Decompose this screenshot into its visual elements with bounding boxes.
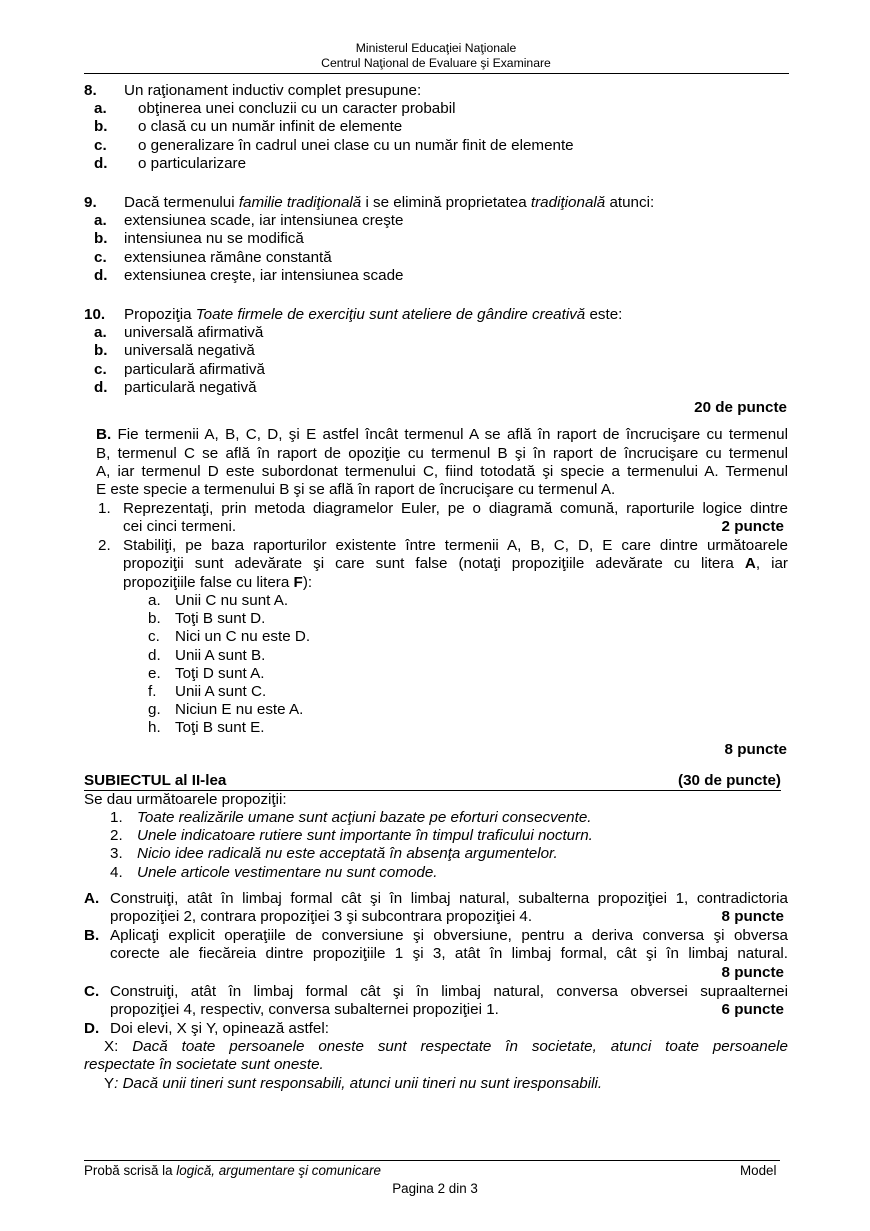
stem-term: familie tradiţională [238,194,362,211]
option-letter: c. [94,248,107,266]
opinion-text: : Dacă unii tineri sunt responsabili, atunci unii tineri nu sunt iresponsabili. [114,1075,603,1092]
item-label: C. [84,983,100,1000]
header-center: Centrul Naţional de Evaluare şi Examinare [321,56,551,70]
option-a [84,324,788,342]
statement-letter: g. [148,701,161,719]
student-x-opinion-cont: respectate în societate sunt oneste. [84,1056,324,1073]
student-label: Y [104,1075,115,1092]
question-stem [124,194,654,212]
statement-letter: c. [148,628,160,646]
item-label: A. [84,890,100,907]
points-badge: 6 puncte [721,1001,784,1018]
statement-text: Toţi B sunt E. [175,719,265,737]
task-2-line: Stabiliţi, pe baza raporturilor existente între termenii A, B, C, D, E care dintre următoarele [123,537,788,554]
option-letter: a. [94,212,107,230]
option-letter: b. [94,230,108,248]
option-letter: b. [94,342,108,360]
stem-proposition: Toate firmele de exerciţiu sunt ateliere de gândire creativă [195,306,586,323]
option-c [84,361,788,379]
statement-f [148,683,548,701]
task-number: 2. [98,537,111,554]
option-a [84,212,788,230]
subject-points: (30 de puncte) [678,772,781,789]
option-letter: b. [94,118,108,136]
option-letter: a. [94,324,107,342]
statement-text: Nici un C nu este D. [175,628,311,646]
option-text: intensiunea nu se modifică [124,230,304,248]
proposition-list [110,809,710,882]
statement-c [148,628,548,646]
footer-subject: logică, argumentare şi comunicare [176,1163,381,1178]
option-c [84,249,788,267]
stem-part: Dacă termenului [124,194,239,211]
item-label: B. [84,927,100,944]
item-a-line: Construiţi, atât în limbaj formal cât şi în limbaj natural, subalterna propoziţiei 1, contradictoria [110,890,788,907]
points-badge: 20 de puncte [694,399,787,416]
option-letter: c. [94,136,107,154]
part-b-intro-line: E este specie a termenului B şi se află în raport de încrucişare cu termenul A. [96,481,616,498]
proposition-text: Unele articole vestimentare nu sunt comode. [137,863,438,881]
item-d-intro: Doi elevi, X şi Y, opinează astfel: [110,1020,329,1037]
proposition-number: 4. [110,863,123,881]
statement-list [148,592,548,738]
proposition-2 [110,827,710,845]
question-10 [84,306,788,397]
option-text: universală afirmativă [124,324,264,342]
option-letter: d. [94,154,108,172]
statement-d [148,647,548,665]
part-b-intro-line [96,426,788,443]
option-text: particulară negativă [124,378,257,396]
statement-letter: e. [148,664,161,682]
task-1-line: cei cinci termeni. [123,518,237,535]
option-letter: a. [94,100,107,118]
intro-text: Fie termenii A, B, C, D, şi E astfel încât termenul A se află în raport de încrucişare cu termenul [111,426,788,443]
student-label: X: [104,1038,133,1055]
stem-part: i se elimină proprietatea [361,194,531,211]
option-letter: c. [94,360,107,378]
proposition-1 [110,809,710,827]
stem-part: atunci: [605,194,655,211]
student-x-opinion [104,1038,788,1055]
footer-text: Probă scrisă la [84,1163,177,1178]
option-text: o generalizare în cadrul unei clase cu un număr finit de elemente [138,136,574,154]
option-c [84,137,788,155]
points-badge: 8 puncte [721,908,784,925]
statement-g [148,701,548,719]
option-letter: d. [94,378,108,396]
proposition-text: Unele indicatoare rutiere sunt importante în timpul traficului nocturn. [137,827,593,845]
stem-part: este: [585,306,623,323]
proposition-number: 3. [110,845,123,863]
option-d [84,155,788,173]
statement-text: Unii A sunt C. [175,682,267,700]
points-badge: 8 puncte [724,741,787,758]
option-text: o particularizare [138,154,247,172]
stem-part: Propoziţia [124,306,196,323]
task-text: propoziţiile false cu litera [123,574,294,591]
statement-text: Unii C nu sunt A. [175,592,289,609]
item-b-line: Aplicaţi explicit operaţiile de conversiune şi obversiune, pentru a deriva conversa şi obversa [110,927,788,944]
task-text: , iar [755,555,788,572]
part-b-intro-line: A, iar termenul D este subordonat termenului C, fiind totodată şi specie a termenului A. Termenul [96,463,788,480]
part-label: B. [96,426,112,443]
subject-title: SUBIECTUL al II-lea [84,772,227,789]
points-badge: 8 puncte [721,964,784,981]
question-number: 8. [84,82,97,99]
option-text: extensiunea scade, iar intensiunea creşte [124,212,404,230]
footer-model: Model [740,1163,777,1178]
option-text: particulară afirmativă [124,360,265,378]
task-text-bold: A [744,555,756,572]
question-stem [124,306,622,324]
proposition-text: Toate realizările umane sunt acţiuni bazate pe eforturi consecvente. [137,809,592,826]
option-text: obţinerea unei concluzii cu un caracter probabil [138,100,456,118]
task-2-line [123,555,788,572]
page-number: Pagina 2 din 3 [392,1181,478,1196]
question-number: 9. [84,194,97,211]
proposition-number: 1. [110,809,123,826]
subject-2-intro: Se dau următoarele propoziţii: [84,791,287,808]
statement-letter: f. [148,682,157,700]
part-b-intro-line: B, termenul C se află în raport de opoziţie cu termenul B şi în raport de încrucişare cu termenul [96,445,788,462]
option-b [84,118,788,136]
option-letter: d. [94,266,108,284]
statement-text: Toţi B sunt D. [175,610,266,628]
proposition-text: Nicio idee radicală nu este acceptată în absenţa argumentelor. [137,845,558,863]
opinion-text: Dacă toate persoanele oneste sunt respectate în societate, atunci toate persoanele [132,1038,788,1055]
stem-term: tradiţională [530,194,606,211]
task-text: propoziţii sunt adevărate şi care sunt false (notaţi propoziţiile adevărate cu litera [123,555,745,572]
statement-text: Toţi D sunt A. [175,664,265,682]
header-ministry: Ministerul Educaţiei Naţionale [355,41,517,55]
item-c-line: Construiţi, atât în limbaj formal cât şi în limbaj natural, conversa obversei supraalternei [110,983,788,1000]
statement-h [148,719,548,737]
student-y-opinion [104,1075,602,1092]
task-text: ): [302,574,313,591]
statement-b [148,610,548,628]
question-stem: Un raţionament inductiv complet presupune: [124,82,422,99]
item-label: D. [84,1020,100,1037]
statement-text: Niciun E nu este A. [175,701,304,719]
option-d [84,267,788,285]
statement-letter: a. [148,592,161,609]
statement-e [148,665,548,683]
proposition-4 [110,864,710,882]
page-header [84,41,788,71]
item-b-line: corecte ale fiecăreia dintre propoziţiile 1 şi 3, atât în limbaj formal, cât şi în limbaj natural. [110,945,788,962]
footer-divider [84,1160,780,1161]
statement-a [148,592,548,610]
proposition-number: 2. [110,827,123,845]
footer-exam-name [84,1163,381,1178]
task-1-line: Reprezentaţi, prin metoda diagramelor Euler, pe o diagramă comună, raporturile logice dintre [123,500,788,517]
subject-2-heading [84,772,781,791]
option-a [84,100,788,118]
question-8 [84,82,788,173]
task-text-bold: F [293,574,303,591]
proposition-3 [110,845,710,863]
item-c-line: propoziţiei 4, respectiv, conversa subalternei propoziţiei 1. [110,1001,499,1018]
option-text: extensiunea creşte, iar intensiunea scade [124,266,404,284]
statement-letter: h. [148,719,161,737]
option-d [84,379,788,397]
option-b [84,342,788,360]
item-a-line: propoziţiei 2, contrara propoziţiei 3 şi subcontrara propoziţiei 4. [110,908,533,925]
statement-letter: b. [148,610,161,628]
points-badge: 2 puncte [721,518,784,535]
question-9 [84,194,788,285]
statement-text: Unii A sunt B. [175,646,266,664]
header-divider [84,73,789,74]
statement-letter: d. [148,646,161,664]
question-number: 10. [84,306,106,323]
option-text: o clasă cu un număr infinit de elemente [138,118,403,136]
task-2-line [123,574,312,591]
option-b [84,230,788,248]
task-number: 1. [98,500,111,517]
option-text: extensiunea rămâne constantă [124,248,332,266]
option-text: universală negativă [124,342,255,360]
